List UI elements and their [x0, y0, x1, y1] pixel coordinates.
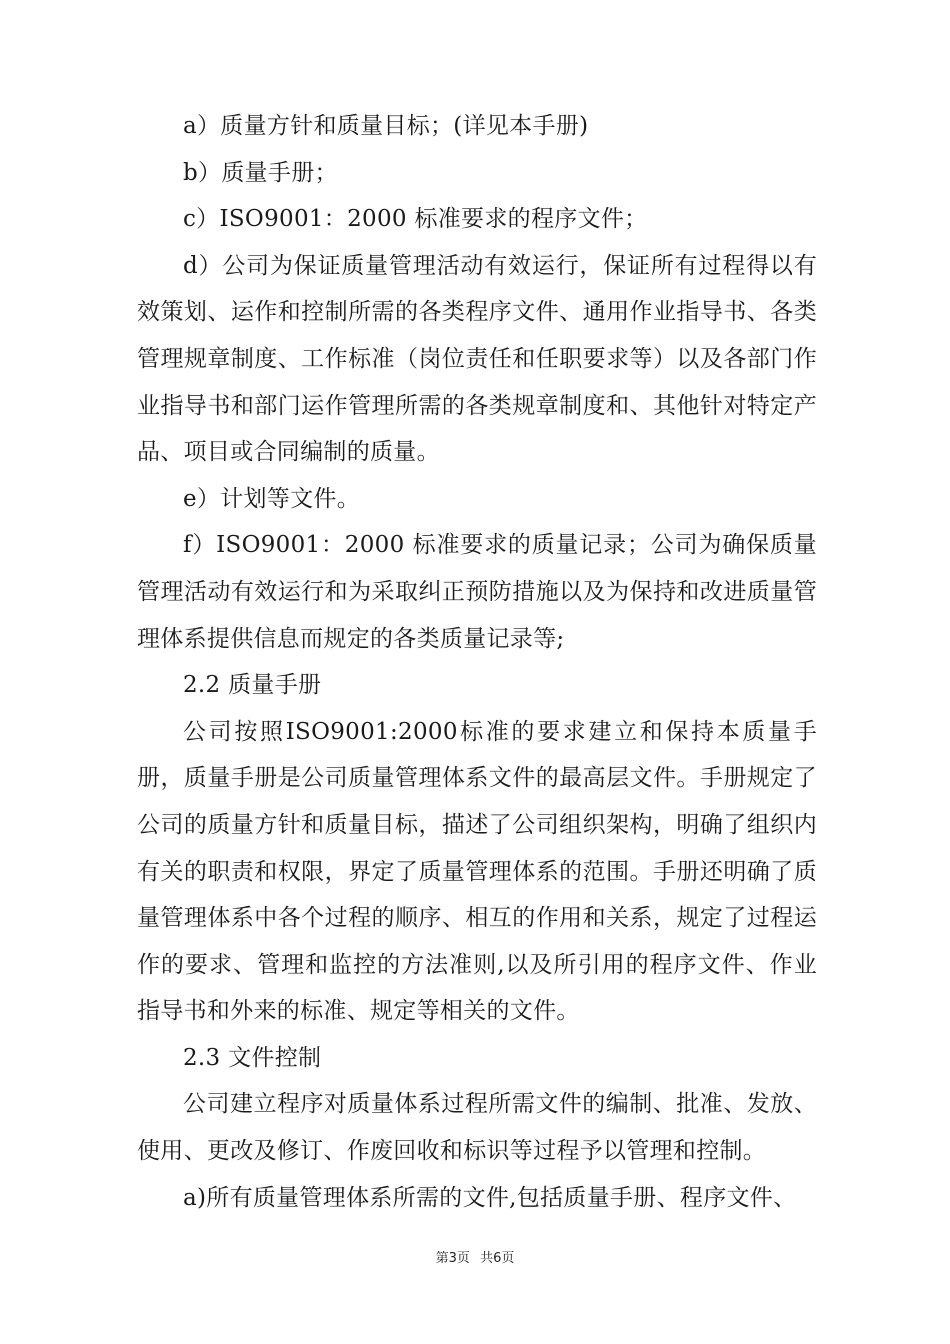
- section-2-3-body: 公司建立程序对质量体系过程所需文件的编制、批准、发放、使用、更改及修订、作废回收和标识等过程予以管理和控制。: [137, 1091, 817, 1165]
- document-body: [137, 103, 817, 1221]
- page-number: 第3页: [435, 1251, 470, 1266]
- list-item-a: a）质量方针和质量目标；(详见本手册): [183, 113, 589, 139]
- page-total: 共6页: [480, 1251, 515, 1266]
- section-heading-2-3: 2.3 文件控制: [183, 1044, 322, 1071]
- list-item-c: c）ISO9001：2000 标准要求的程序文件；: [183, 206, 648, 233]
- list-item-d: d）公司为保证质量管理活动有效运行，保证所有过程得以有效策划、运作和控制所需的各类程序文件、通用作业指导书、各类管理规章制度、工作标准（岗位责任和任职要求等）以及各部门作业指导书和部门运作管理所需的各类规章制度和、其他针对特定产品、项目或合同编制的质量。: [137, 252, 817, 466]
- list-item-f: f）ISO9001：2000 标准要求的质量记录；公司为确保质量管理活动有效运行和为采取纠正预防措施以及为保持和改进质量管理体系提供信息而规定的各类质量记录等;: [137, 532, 817, 652]
- section-2-2-body: 公司按照ISO9001:2000标准的要求建立和保持本质量手册，质量手册是公司质量管理体系文件的最高层文件。手册规定了公司的质量方针和质量目标，描述了公司组织架构，明确了组织内有关的职责和权限，界定了质量管理体系的范围。手册还明确了质量管理体系中各个过程的顺序、相互的作用和关系，规定了过程运作的要求、管理和监控的方法准则,以及所引用的程序文件、作业指导书和外来的标准、规定等相关的文件。: [137, 718, 817, 1025]
- list-item-e: e）计划等文件。: [183, 485, 361, 512]
- section-heading-2-2: 2.2 质量手册: [183, 672, 322, 699]
- list-item-b: b）质量手册；: [183, 159, 338, 186]
- list-item-a-docs: a)所有质量管理体系所需的文件,包括质量手册、程序文件、: [183, 1184, 797, 1211]
- page-footer: [0, 1250, 950, 1268]
